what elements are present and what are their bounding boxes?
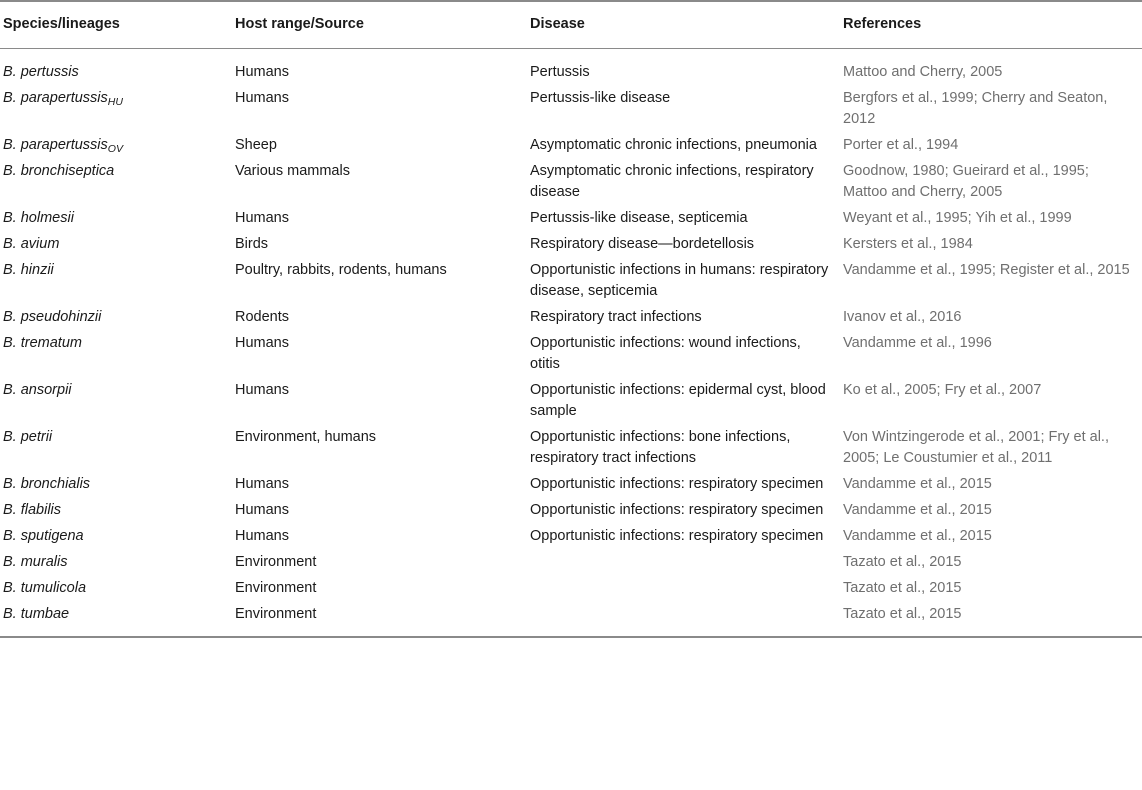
header-disease: Disease [527,1,840,49]
references-cell: Ko et al., 2005; Fry et al., 2007 [843,382,1042,398]
references-cell: Weyant et al., 1995; Yih et al., 1999 [843,210,1072,226]
host-cell: Humans [235,210,289,226]
table-body [0,49,1142,638]
species-name: B. parapertussis [3,137,108,153]
disease-cell: Asymptomatic chronic infections, respiratory disease [530,163,814,200]
table-row [0,425,1142,472]
species-cell [0,378,232,425]
species-cell [0,159,232,206]
table-row [0,133,1142,159]
species-name: B. avium [3,236,60,252]
disease-cell: Opportunistic infections: wound infections, otitis [530,335,801,372]
references-cell: Vandamme et al., 2015 [843,502,992,518]
references-cell: Tazato et al., 2015 [840,602,1142,637]
species-cell [0,206,232,232]
references-cell: Vandamme et al., 1995; Register et al., 2015 [843,262,1130,278]
header-references: References [840,1,1142,49]
table-row [0,331,1142,378]
species-name: B. pseudohinzii [3,309,102,325]
species-cell [0,425,232,472]
references-cell: Vandamme et al., 1996 [843,335,992,351]
host-cell: Birds [235,236,269,252]
species-name: B. ansorpii [3,382,72,398]
disease-cell: Opportunistic infections: respiratory specimen [530,528,824,544]
table-header [0,1,1142,49]
species-cell [0,602,232,637]
disease-cell [527,576,840,602]
host-cell: Sheep [235,137,277,153]
references-cell: Tazato et al., 2015 [843,580,962,596]
host-cell: Various mammals [235,163,350,179]
references-cell: Porter et al., 1994 [843,137,959,153]
species-cell [0,498,232,524]
species-name: B. petrii [3,429,53,445]
species-name: B. bronchialis [3,476,91,492]
host-cell: Poultry, rabbits, rodents, humans [235,262,447,278]
table-row [0,258,1142,305]
table-row [0,159,1142,206]
host-cell: Humans [235,476,289,492]
host-cell: Rodents [235,309,290,325]
references-cell: Ivanov et al., 2016 [843,309,962,325]
species-cell [0,576,232,602]
table-row [0,49,1142,87]
disease-cell: Opportunistic infections: bone infections, respiratory tract infections [530,429,791,466]
table-row [0,86,1142,133]
species-cell [0,49,232,87]
species-name: B. tumulicola [3,580,87,596]
species-name: B. holmesii [3,210,74,226]
host-cell: Environment [232,602,527,637]
host-cell: Humans [235,90,289,106]
table-row [0,576,1142,602]
host-cell: Humans [235,528,289,544]
species-cell [0,472,232,498]
species-cell [0,524,232,550]
table-row [0,232,1142,258]
disease-cell: Pertussis-like disease, septicemia [530,210,748,226]
disease-cell: Respiratory tract infections [530,309,702,325]
species-name: B. muralis [3,554,68,570]
host-cell: Humans [235,335,289,351]
species-cell [0,331,232,378]
species-cell [0,305,232,331]
disease-cell: Opportunistic infections: respiratory specimen [530,476,824,492]
references-cell: Vandamme et al., 2015 [843,476,992,492]
species-cell [0,133,232,159]
disease-cell: Pertussis [530,64,590,80]
table-row [0,378,1142,425]
host-cell: Humans [235,64,289,80]
species-name: B. tumbae [3,606,70,622]
disease-cell: Opportunistic infections in humans: respiratory disease, septicemia [530,262,829,299]
header-host: Host range/Source [232,1,527,49]
species-name: B. sputigena [3,528,84,544]
disease-cell [527,602,840,637]
species-name: B. parapertussis [3,90,108,106]
disease-cell: Respiratory disease—bordetellosis [530,236,755,252]
table-row [0,305,1142,331]
disease-cell [527,550,840,576]
lineage-subscript: OV [107,143,123,155]
references-cell: Kersters et al., 1984 [843,236,973,252]
host-cell: Environment, humans [235,429,377,445]
species-name: B. hinzii [3,262,54,278]
species-cell [0,232,232,258]
references-cell: Von Wintzingerode et al., 2001; Fry et al., 2005; Le Coustumier et al., 2011 [843,429,1109,466]
table-row [0,550,1142,576]
host-cell: Humans [235,502,289,518]
host-cell: Environment [235,580,317,596]
header-species: Species/lineages [0,1,232,49]
references-cell: Mattoo and Cherry, 2005 [843,64,1003,80]
lineage-subscript: HU [107,96,123,108]
table-row [0,602,1142,637]
references-cell: Tazato et al., 2015 [843,554,962,570]
disease-cell: Opportunistic infections: epidermal cyst, blood sample [530,382,826,419]
table-row [0,472,1142,498]
species-cell [0,550,232,576]
species-name: B. pertussis [3,64,79,80]
disease-cell: Pertussis-like disease [530,90,671,106]
header-row [0,1,1142,49]
disease-cell: Opportunistic infections: respiratory specimen [530,502,824,518]
references-cell: Goodnow, 1980; Gueirard et al., 1995; Mattoo and Cherry, 2005 [843,163,1089,200]
table-row [0,498,1142,524]
table-row [0,524,1142,550]
species-name: B. bronchiseptica [3,163,115,179]
host-cell: Environment [235,554,317,570]
species-name: B. trematum [3,335,82,351]
species-cell [0,258,232,305]
disease-cell: Asymptomatic chronic infections, pneumonia [530,137,817,153]
species-cell [0,86,232,133]
host-cell: Humans [235,382,289,398]
references-cell: Bergfors et al., 1999; Cherry and Seaton, 2012 [843,90,1108,127]
references-cell: Vandamme et al., 2015 [843,528,992,544]
table-row [0,206,1142,232]
species-name: B. flabilis [3,502,62,518]
